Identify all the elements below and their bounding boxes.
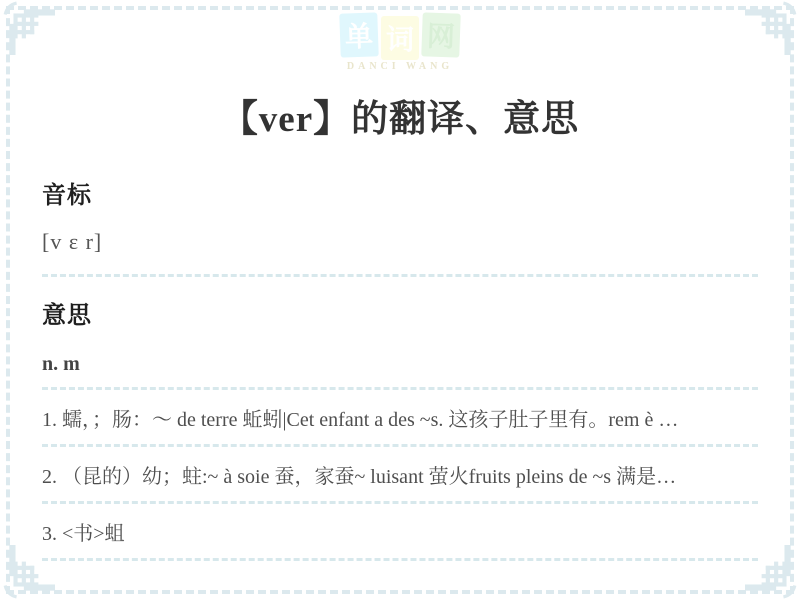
definition-item: 3. <书>蛆 xyxy=(42,504,758,561)
logo-subtitle: DANCI WANG xyxy=(346,61,454,72)
logo-tiles xyxy=(340,13,460,57)
phonetic-section-heading: 音标 xyxy=(42,183,92,209)
part-of-speech-label: n. m xyxy=(42,353,758,390)
definition-list xyxy=(42,390,758,561)
phonetic-value: [v ɛ r] xyxy=(42,229,758,277)
definition-item: 2. （昆的）幼；蛀:~ à soie 蚕，家蚕~ luisant 萤火fruits pleins de ~s 满是… xyxy=(42,447,758,504)
corner-ornament-icon xyxy=(1,1,55,55)
logo-tile-wang: 网 xyxy=(421,12,461,57)
corner-ornament-icon xyxy=(745,1,799,55)
site-watermark-logo xyxy=(0,13,800,72)
entry-content xyxy=(0,175,800,561)
definition-item: 1. 蠕，；肠：～ de terre 蚯蚓|Cet enfant a des ~s. 这孩子肚子里有。rem è … xyxy=(42,390,758,447)
logo-tile-dan: 单 xyxy=(339,12,379,57)
page-title: 【ver】的翻译、意思 xyxy=(220,99,580,140)
logo-tile-ci: 词 xyxy=(381,16,419,60)
meaning-section-heading: 意思 xyxy=(42,303,92,329)
